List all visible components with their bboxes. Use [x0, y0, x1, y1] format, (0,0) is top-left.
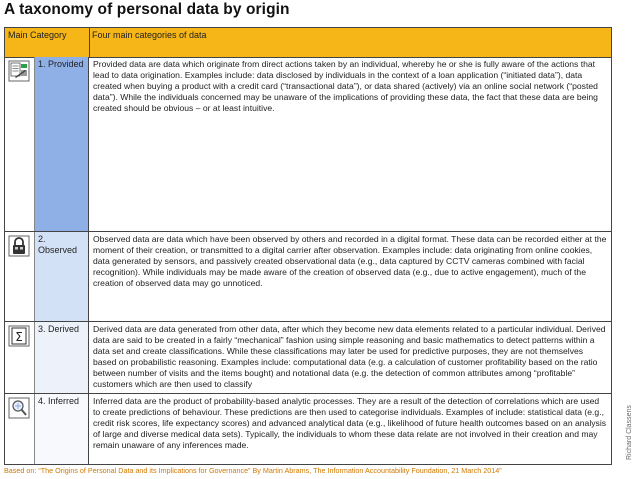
description-derived: Derived data are data generated from other data, after which they become new data elements related to a particular individual. Derived data are said to be created in a fairly “mechanical” fashion using simple reasoning and basic mathematics to detect patterns within a data set and create classifications. While these classifications may later be used for predictive purposes, they are not themselves based on probabilistic reasoning. Examples include: computational data (e.g. a calculation of customer profitability based on the ratio between number of visits and the items bought) and notational data (e.g. the detection of common attributes among “profitable” customers which are then used to classify [93, 324, 606, 390]
taxonomy-table [4, 27, 612, 465]
magnifier-icon [8, 397, 30, 419]
category-cell-observed: 2. Observed [34, 232, 89, 321]
header-four-categories: Four main categories of data [92, 30, 207, 40]
author-credit-text: Richard Classens [626, 405, 633, 460]
page-title: A taxonomy of personal data by origin [4, 1, 290, 18]
svg-text:Σ: Σ [15, 330, 23, 344]
table-header [5, 28, 611, 58]
description-provided: Provided data are data which originate from direct actions taken by an individual, whereby he or she is fully aware of the actions that lead to data origination. Examples include: data disclosed by individuals in the context of a loan application (“initiated data”), data created when buying a product with a credit card (“transactional data”), or data shared (actively) via an online social network (“posted data”). While the individuals concerned may be unaware of the implications of providing these data, the fact that these data are being created should be obvious – or at least intuitive. [93, 59, 598, 114]
sigma-icon [8, 325, 30, 347]
description-inferred: Inferred data are the product of probability-based analytic processes. They are a result of the detection of correlations which are used to create predictions of behaviour. These predictions are then used to categorise individuals. Examples of include: statistical data (e.g., credit risk scores, life expectancy scores) and advanced analytical data (e.g., likelihood of future health outcomes based on an analysis of large and diverse medical data sets). Typically, the individuals to whom these data relate are not involved in their creation and may remain unaware of any inferences made. [93, 396, 607, 451]
category-cell-inferred: 4. Inferred [34, 394, 89, 464]
form-document-icon [8, 60, 30, 82]
author-credit [616, 388, 633, 460]
table-row-provided [5, 57, 611, 232]
table-row-inferred [5, 394, 611, 464]
table-row-observed [5, 232, 611, 322]
description-observed: Observed data are data which have been observed by others and recorded in a digital format. These data can be recorded either at the moment of their creation, or transmitted to a digital carrier after observation. Examples include: data originating from online cookies, data generated by sensors, and passively created observational data (e.g., data captured by CCTV cameras combined with facial recognition). While individuals may be made aware of the creation of observed data (e.g., due to active engagement), much of the creation of observed data may go unnoticed. [93, 234, 607, 289]
header-divider [89, 28, 90, 57]
category-cell-provided: 1. Provided [34, 57, 89, 231]
category-cell-derived: 3. Derived [34, 322, 89, 393]
source-footnote: Based on: “The Origins of Personal Data and its Implications for Governance” By Martin Abrams, The Information Accountability Foundation, 21 March 2014” [4, 466, 502, 475]
padlock-icon [8, 235, 30, 257]
header-main-category: Main Category [8, 30, 67, 40]
table-row-derived [5, 322, 611, 394]
